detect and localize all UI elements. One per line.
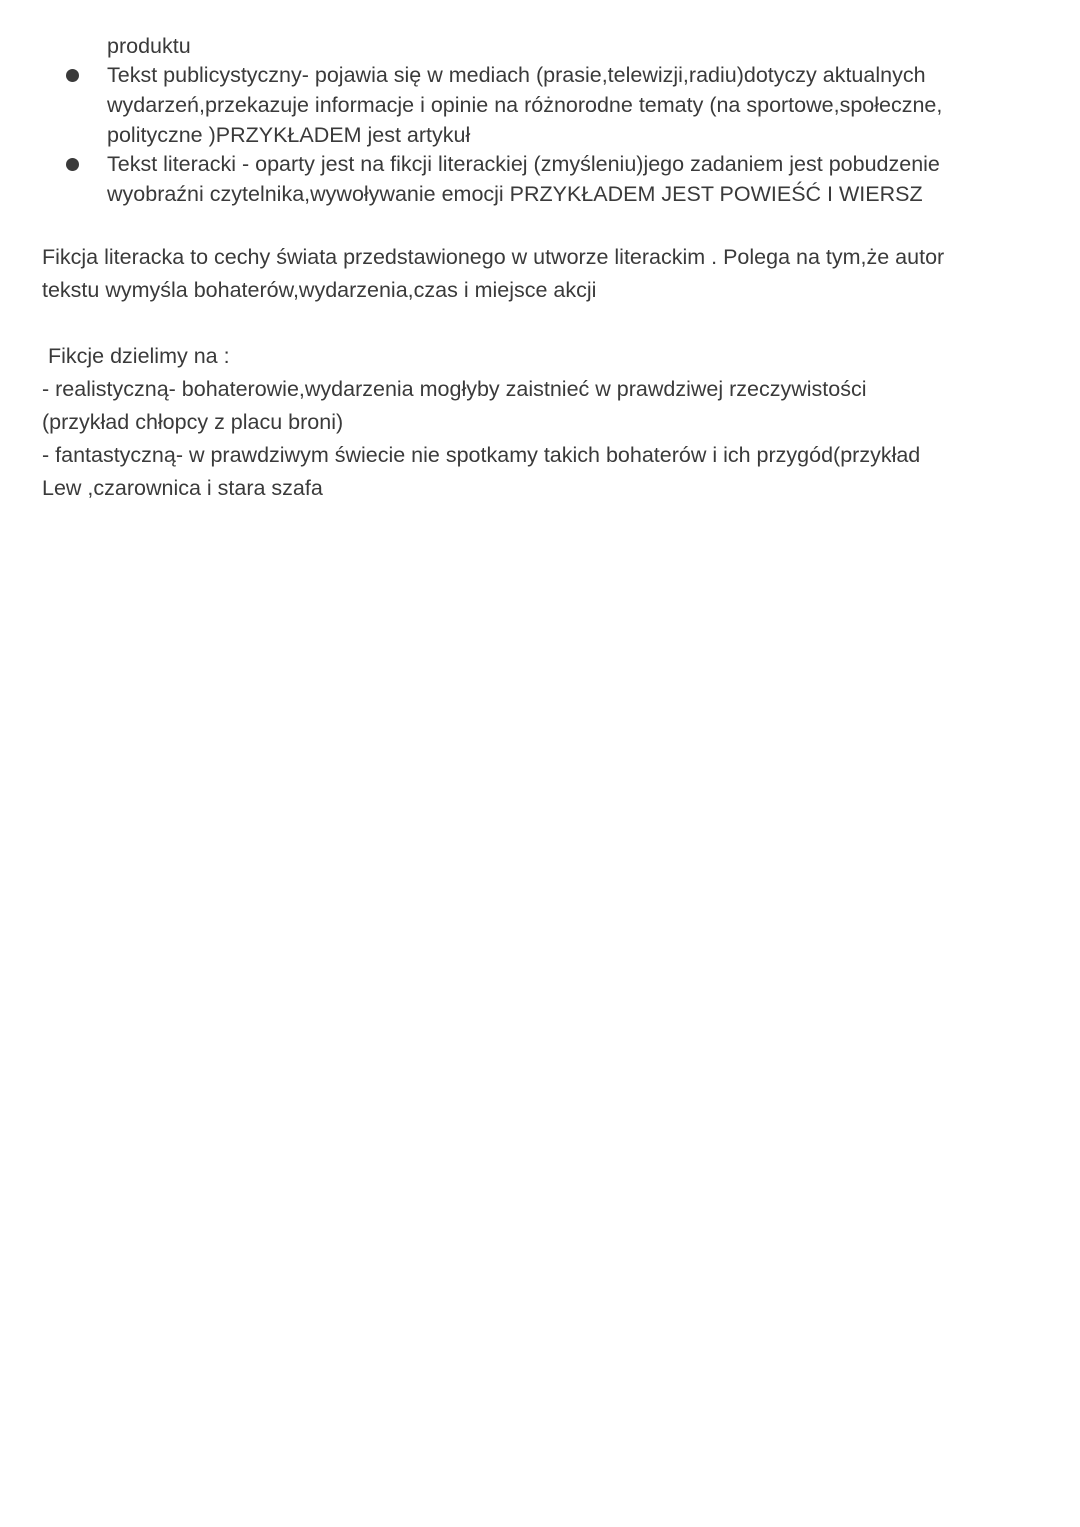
division-line-1: - realistyczną- bohaterowie,wydarzenia mogłyby zaistnieć w prawdziwej rzeczywistości	[42, 377, 867, 401]
bullet-icon	[66, 158, 79, 171]
list-item-1-line-3: polityczne )PRZYKŁADEM jest artykuł	[107, 123, 471, 147]
division-line-4: Lew ,czarownica i stara szafa	[42, 476, 323, 500]
division-heading: Fikcje dzielimy na :	[42, 344, 230, 368]
division-line-2: (przykład chłopcy z placu broni)	[42, 410, 344, 434]
division-line-3: - fantastyczną- w prawdziwym świecie nie spotkamy takich bohaterów i ich przygód(przykład	[42, 443, 921, 467]
list-item-1-line-1: Tekst publicystyczny- pojawia się w mediach (prasie,telewizji,radiu)dotyczy aktualnych	[107, 63, 926, 87]
list-continuation-text: produktu	[107, 34, 191, 58]
list-item-2-line-1: Tekst literacki - oparty jest na fikcji literackiej (zmyśleniu)jego zadaniem jest pobudzenie	[107, 152, 940, 176]
list-item-1-line-2: wydarzeń,przekazuje informacje i opinie na różnorodne tematy (na sportowe,społeczne,	[107, 93, 943, 117]
bullet-icon	[66, 69, 79, 82]
definition-line-2: tekstu wymyśla bohaterów,wydarzenia,czas i miejsce akcji	[42, 278, 597, 302]
list-item-2-line-2: wyobraźni czytelnika,wywoływanie emocji PRZYKŁADEM JEST POWIEŚĆ I WIERSZ	[107, 182, 923, 206]
definition-line-1: Fikcja literacka to cechy świata przedstawionego w utworze literackim . Polega na tym,że autor	[42, 245, 945, 269]
